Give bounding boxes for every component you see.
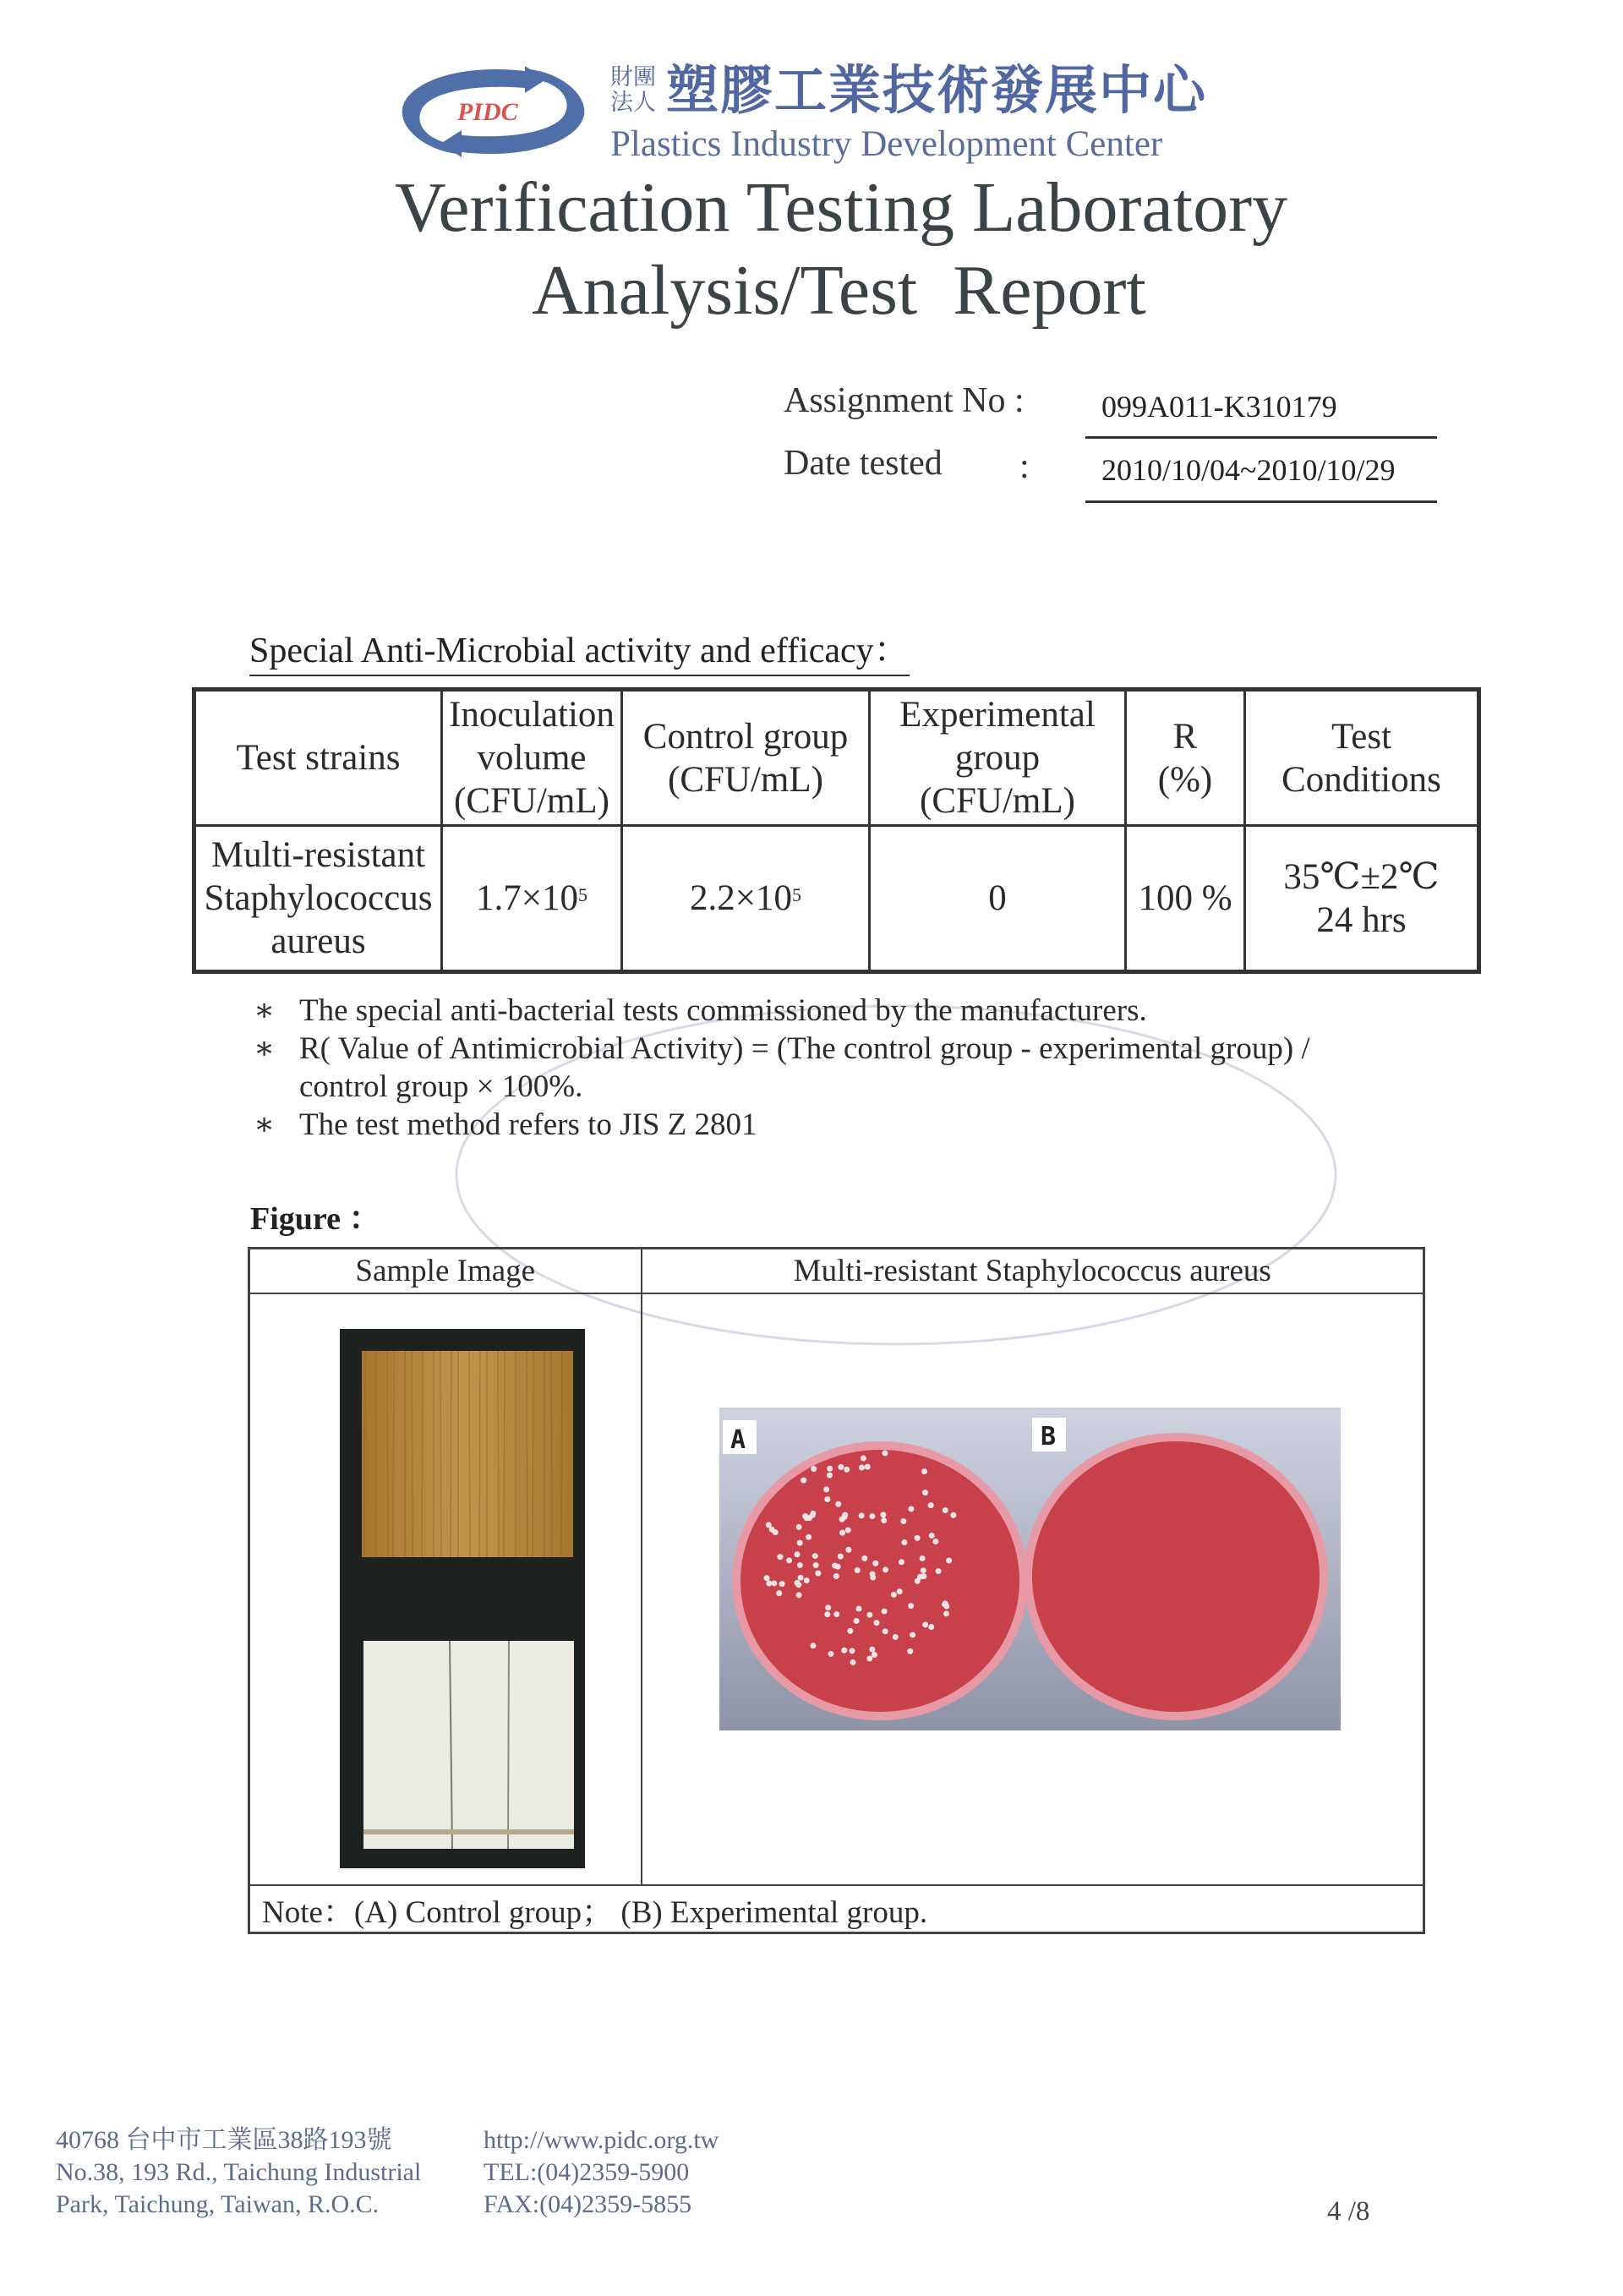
colony xyxy=(771,1580,777,1586)
colony xyxy=(883,1628,888,1634)
colony xyxy=(899,1559,904,1565)
table-header-row xyxy=(194,690,1479,826)
org-name-zh-text: 塑膠工業技術發展中心 xyxy=(666,59,1208,121)
colony xyxy=(897,1588,903,1594)
cell-experimental: 0 xyxy=(870,826,1126,972)
colony xyxy=(891,1592,897,1598)
footer-address-zh: 40768 台中市工業區38路193號 xyxy=(56,2126,392,2154)
colony xyxy=(806,1534,812,1540)
colony xyxy=(932,1539,938,1544)
colony xyxy=(873,1620,879,1626)
colony xyxy=(779,1581,785,1587)
colony xyxy=(796,1592,802,1598)
plate-b-label: B xyxy=(1041,1422,1057,1451)
colony xyxy=(881,1517,887,1523)
page-number: 4 /8 xyxy=(1327,2196,1370,2227)
colony xyxy=(845,1547,851,1553)
colony xyxy=(833,1573,839,1579)
colony xyxy=(802,1513,808,1519)
colony xyxy=(847,1628,853,1634)
colony xyxy=(917,1574,923,1580)
assignment-value: 099A011-K310179 xyxy=(1101,390,1337,424)
colony xyxy=(946,1557,952,1563)
figure-note: Note：(A) Control group； (B) Experimental group. xyxy=(249,1885,1424,1933)
colony xyxy=(823,1486,829,1492)
colony xyxy=(777,1554,783,1560)
colony xyxy=(824,1496,830,1502)
colony xyxy=(921,1468,927,1474)
colony xyxy=(824,1611,830,1617)
colony xyxy=(943,1600,948,1606)
colony xyxy=(943,1507,948,1513)
colony xyxy=(855,1567,861,1573)
colony xyxy=(893,1634,899,1640)
colony xyxy=(833,1611,839,1617)
colony xyxy=(810,1512,816,1518)
footer-website[interactable]: http://www.pidc.org.tw xyxy=(484,2126,719,2154)
org-prefix-line1: 財團 xyxy=(610,64,656,90)
colony xyxy=(861,1555,867,1561)
colony xyxy=(764,1575,770,1581)
date-colon: : xyxy=(1019,447,1030,486)
colony xyxy=(766,1522,772,1528)
colony xyxy=(786,1557,792,1563)
date-value: 2010/10/04~2010/10/29 xyxy=(1101,453,1396,487)
colony xyxy=(827,1466,833,1472)
colony xyxy=(882,1609,888,1615)
colony xyxy=(859,1512,865,1518)
colony xyxy=(900,1518,906,1524)
footer-fax: FAX:(04)2359-5855 xyxy=(484,2190,692,2218)
colony xyxy=(921,1567,926,1573)
assignment-underline xyxy=(1085,436,1437,439)
colony xyxy=(801,1478,806,1484)
colony xyxy=(920,1555,926,1561)
colony xyxy=(838,1464,844,1470)
colony xyxy=(854,1618,860,1624)
colony xyxy=(795,1582,801,1588)
colony xyxy=(859,1464,865,1470)
note-1: ∗ The special anti-bacterial tests commissioned by the manufacturers. xyxy=(254,993,1147,1028)
colony xyxy=(841,1648,847,1654)
report-title-line2: Analysis/Test Report xyxy=(532,251,1146,330)
note-3: ∗ The test method refers to JIS Z 2801 xyxy=(254,1107,757,1142)
cell-inoculation: $1.7\times 10^5$ xyxy=(442,826,622,972)
colony xyxy=(842,1512,848,1518)
colony xyxy=(907,1648,913,1654)
colony xyxy=(866,1612,872,1618)
colony xyxy=(929,1533,935,1539)
logo-text: PIDC xyxy=(457,98,518,126)
colony xyxy=(838,1554,844,1560)
colony xyxy=(828,1651,833,1657)
footer-address-en-2: Park, Taichung, Taiwan, R.O.C. xyxy=(56,2190,380,2218)
colony xyxy=(870,1571,876,1577)
section-heading: Special Anti-Microbial activity and efficacy： xyxy=(249,622,910,676)
footer-tel: TEL:(04)2359-5900 xyxy=(484,2158,690,2186)
figure-col2-header: Multi-resistant Staphylococcus aureus xyxy=(642,1249,1424,1293)
colony xyxy=(804,1577,810,1583)
cell-conditions: 35℃±2℃ 24 hrs xyxy=(1245,826,1479,972)
colony xyxy=(928,1624,934,1630)
header-conditions: Test Conditions xyxy=(1245,690,1479,826)
colony xyxy=(943,1610,949,1616)
header-inoculation: Inoculation volume (CFU/mL) xyxy=(442,690,622,826)
figure-label: Figure ： xyxy=(250,1201,381,1237)
colony xyxy=(922,1621,928,1627)
colony xyxy=(798,1575,804,1581)
colony xyxy=(827,1473,833,1479)
date-label: Date tested xyxy=(784,444,943,483)
colony xyxy=(812,1553,818,1559)
colony xyxy=(839,1530,845,1536)
colony xyxy=(796,1524,802,1530)
header-test-strains: Test strains xyxy=(194,690,442,826)
note-2: ∗ R( Value of Antimicrobial Activity) = (The control group - experimental group) / xyxy=(254,1031,1310,1066)
org-name-en: Plastics Industry Development Center xyxy=(610,124,1163,164)
date-underline xyxy=(1085,500,1437,503)
colony xyxy=(797,1540,803,1546)
colony xyxy=(872,1652,877,1658)
org-name-zh xyxy=(610,61,1207,120)
table-row xyxy=(194,826,1479,972)
header-control: Control group (CFU/mL) xyxy=(622,690,870,826)
colony xyxy=(908,1506,914,1512)
colony xyxy=(865,1464,871,1470)
results-table xyxy=(192,687,1481,974)
colony xyxy=(950,1512,956,1518)
petri-dish-photo xyxy=(719,1408,1341,1730)
colony xyxy=(936,1568,942,1574)
colony xyxy=(825,1604,831,1610)
colony xyxy=(882,1451,888,1457)
header-experimental: Experimental group (CFU/mL) xyxy=(870,690,1126,826)
colony xyxy=(866,1655,872,1661)
colony xyxy=(835,1564,841,1570)
colony xyxy=(815,1570,821,1576)
colony xyxy=(901,1539,907,1545)
footer-address xyxy=(56,2124,421,2221)
colony xyxy=(928,1502,934,1508)
colony xyxy=(845,1527,851,1533)
note-2-cont: control group × 100%. xyxy=(299,1069,583,1104)
assignment-label: Assignment No : xyxy=(784,381,1025,420)
colony xyxy=(910,1632,915,1637)
figure-col1-header: Sample Image xyxy=(249,1249,642,1293)
colony xyxy=(915,1535,921,1541)
plate-a-label: A xyxy=(730,1425,746,1455)
colony xyxy=(883,1566,888,1572)
colony xyxy=(849,1648,855,1654)
colony xyxy=(776,1590,782,1596)
colony xyxy=(855,1606,861,1612)
colony xyxy=(869,1513,875,1519)
colony xyxy=(872,1561,878,1566)
footer-contact xyxy=(484,2124,719,2221)
colony xyxy=(835,1501,841,1507)
colony xyxy=(844,1467,850,1473)
colony xyxy=(766,1581,772,1587)
colony xyxy=(880,1512,886,1517)
cell-strain: Multi-resistant Staphylococcus aureus xyxy=(194,826,442,972)
footer-address-en-1: No.38, 193 Rd., Taichung Industrial xyxy=(56,2158,422,2186)
cell-control: $2.2\times 10^5$ xyxy=(622,826,870,972)
colony xyxy=(869,1647,875,1653)
report-title-line1: Verification Testing Laboratory xyxy=(394,168,1288,247)
header-r: R (%) xyxy=(1126,690,1245,826)
colony xyxy=(922,1490,928,1495)
white-sample xyxy=(363,1641,574,1849)
org-prefix-line2: 法人 xyxy=(610,90,656,116)
colony xyxy=(795,1551,801,1557)
colony xyxy=(810,1643,816,1648)
colony xyxy=(850,1659,856,1665)
colony xyxy=(861,1456,866,1462)
colony xyxy=(813,1562,819,1568)
colony xyxy=(811,1466,817,1472)
sample-image xyxy=(340,1329,585,1868)
colony xyxy=(797,1562,803,1568)
pidc-logo xyxy=(398,63,588,161)
cell-r-value: 100 % xyxy=(1126,826,1245,972)
colony xyxy=(908,1603,914,1609)
